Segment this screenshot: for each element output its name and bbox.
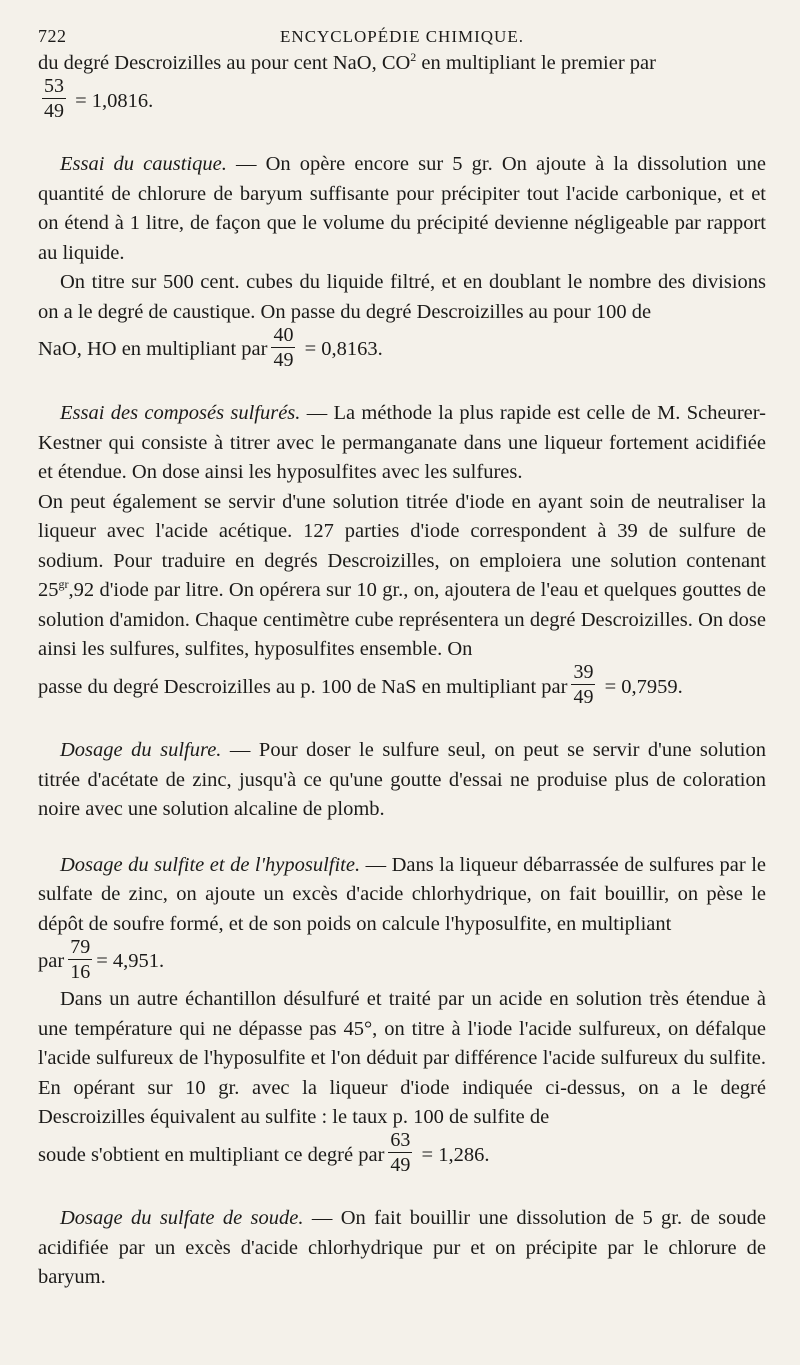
running-title: ENCYCLOPÉDIE CHIMIQUE. <box>280 27 524 46</box>
paragraph: Dans un autre échantillon désulfuré et traité par un acide en solution très étendue à une température qui ne dépasse pas 45°, on titre à l'iode l'acide sulfureux, on défalque l'acide sulfureux de l'hyposulfite et l'on déduit par différence l'acide sulfureux du sulfite. En opérant sur 10 gr. avec la liqueur d'iode indiquée ci-dessus, on a le degré Descroizilles équivalent au sulfite : le taux p. 100 de sulfite de <box>38 988 766 1129</box>
page-header <box>38 26 766 47</box>
fraction: $\frac{79}{16}$ <box>70 936 91 984</box>
section-sulfure <box>38 736 766 825</box>
formula-line: $\frac{53}{49}$ = 1,0816. <box>44 75 154 123</box>
paragraph: On peut également se servir d'une solution titrée d'iode en ayant soin de neutraliser la liqueur avec l'acide acétique. 127 parties d'iode correspondent à 39 de sulfure de sodium. Pour traduire en degrés Descroizilles, on emploiera une solution contenant $25^{gr},92$ d'iode par litre. On opérera sur 10 gr., on, ajoutera de l'eau et quelques gouttes de solution d'amidon. Chaque centimètre cube représentera un degré Descroizilles. On dose ainsi les sulfures, sulfites, hyposulfites ensemble. On <box>38 490 766 661</box>
fraction: $\frac{63}{49}$ <box>390 1129 411 1177</box>
section-sulfite <box>38 851 766 1179</box>
section-sulfures <box>38 399 766 710</box>
section-caustique <box>38 150 766 373</box>
paragraph: On titre sur 500 cent. cubes du liquide filtré, et en doublant le nombre des divisions on a le degré de caustique. On passe du degré Descroizilles au pour 100 de <box>38 271 766 323</box>
paragraph: Dosage du sulfite et de l'hyposulfite. — Dans la liqueur débarrassée de sulfures par le sulfate de zinc, on ajoute un excès d'acide chlorhydrique, on fait bouillir, on pèse le dépôt de soufre formé, et de son poids on calcule l'hyposulfite, en multipliant <box>38 853 766 935</box>
section-heading: Dosage du sulfate de soude. <box>60 1207 304 1230</box>
section-heading: Essai des composés sulfurés. <box>60 402 301 425</box>
paragraph-continuation: du degré Descroizilles au pour cent NaO, $CO^2$ en multipliant le premier par <box>38 50 656 74</box>
paragraph: Dosage du sulfate de soude. — On fait bouillir une dissolution de 5 gr. de soude acidifiée par un excès d'acide chlorhydrique pur et on précipite par le chlorure de baryum. <box>38 1207 766 1289</box>
superscript: 2 <box>410 50 417 65</box>
paragraph: Dosage du sulfure. — Pour doser le sulfure seul, on peut se servir d'une solution titrée d'acétate de zinc, jusqu'à ce qu'une goutte d'essai ne produise plus de coloration noire avec une solution alcaline de plomb. <box>38 739 766 821</box>
section-heading: Dosage du sulfure. <box>60 739 222 762</box>
superscript: gr <box>58 577 69 592</box>
formula-line: NaO, HO en multipliant par $\frac{40}{49}$ = 0,8163. <box>38 324 383 372</box>
section-heading: Dosage du sulfite et de l'hyposulfite. <box>60 853 361 876</box>
body-text <box>38 49 766 1293</box>
paragraph: Essai des composés sulfurés. — La méthode la plus rapide est celle de M. Scheurer-Kestner qui consiste à titrer avec le permanganate dans une liqueur fortement acidifiée et étendue. On dose ainsi les hyposulfites avec les sulfures. <box>38 402 766 484</box>
paragraph: Essai du caustique. — On opère encore sur 5 gr. On ajoute à la dissolution une quantité de chlorure de baryum suffisante pour précipiter tout l'acide carbonique, et et on étend à 1 litre, de façon que le volume du précipité devienne négligeable par rapport au liquide. <box>38 153 766 264</box>
section-heading: Essai du caustique. <box>60 153 227 176</box>
fraction: $\frac{53}{49}$ <box>44 75 64 123</box>
page-number: 722 <box>38 26 67 46</box>
formula-line: soude s'obtient en multipliant ce degré par $\frac{63}{49}$ = 1,286. <box>38 1129 490 1177</box>
formula-line: passe du degré Descroizilles au p. 100 de NaS en multipliant par $\frac{39}{49}$ = 0,7959. <box>38 661 683 709</box>
formula-line: par $\frac{79}{16}$ = 4,951. <box>38 936 165 984</box>
section-sulfate <box>38 1204 766 1293</box>
fraction: $\frac{39}{49}$ <box>573 661 594 709</box>
fraction: $\frac{40}{49}$ <box>273 324 294 372</box>
